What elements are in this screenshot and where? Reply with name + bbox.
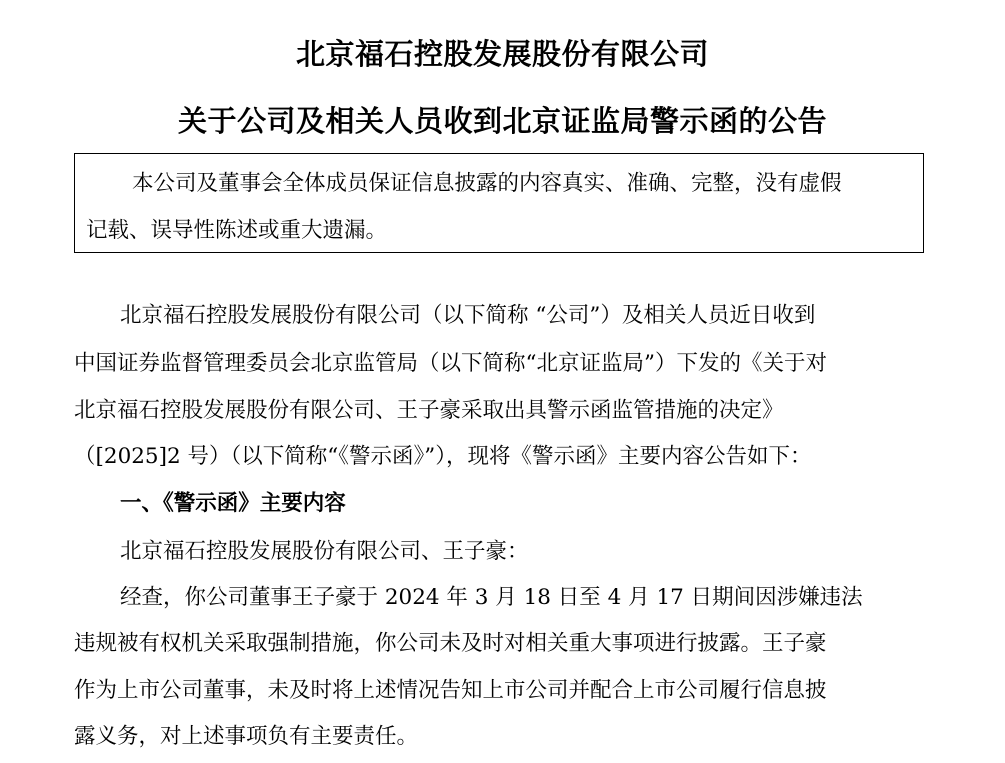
body-paragraph-line: 作为上市公司董事，未及时将上述情况告知上市公司并配合上市公司履行信息披 (74, 678, 827, 703)
intro-paragraph-line: （[2025]2 号）（以下简称“《警示函》”），现将《警示函》主要内容公告如下： (74, 444, 812, 469)
body-paragraph-line: 违规被有权机关采取强制措施，你公司未及时对相关重大事项进行披露。王子豪 (74, 631, 827, 656)
document-title: 北京福石控股发展股份有限公司 (295, 37, 709, 71)
section-heading: 一、《警示函》主要内容 (120, 491, 346, 516)
addressee-line: 北京福石控股发展股份有限公司、王子豪： (120, 539, 529, 564)
intro-paragraph-line: 北京福石控股发展股份有限公司（以下简称 “公司”）及相关人员近日收到 (120, 303, 816, 328)
document-subtitle: 关于公司及相关人员收到北京证监局警示函的公告 (177, 104, 827, 138)
disclaimer-line: 本公司及董事会全体成员保证信息披露的内容真实、准确、完整，没有虚假 (132, 171, 842, 196)
body-paragraph-line: 经查，你公司董事王子豪于 2024 年 3 月 18 日至 4 月 17 日期间因涉嫌违法 (120, 585, 863, 610)
body-paragraph-line: 露义务，对上述事项负有主要责任。 (74, 724, 419, 749)
disclaimer-line: 记载、误导性陈述或重大遗漏。 (86, 218, 388, 243)
intro-paragraph-line: 北京福石控股发展股份有限公司、王子豪采取出具警示函监管措施的决定》 (74, 398, 784, 423)
disclaimer-box (74, 153, 924, 253)
intro-paragraph-line: 中国证券监督管理委员会北京监管局（以下简称“北京证监局”）下发的《关于对 (74, 351, 827, 376)
